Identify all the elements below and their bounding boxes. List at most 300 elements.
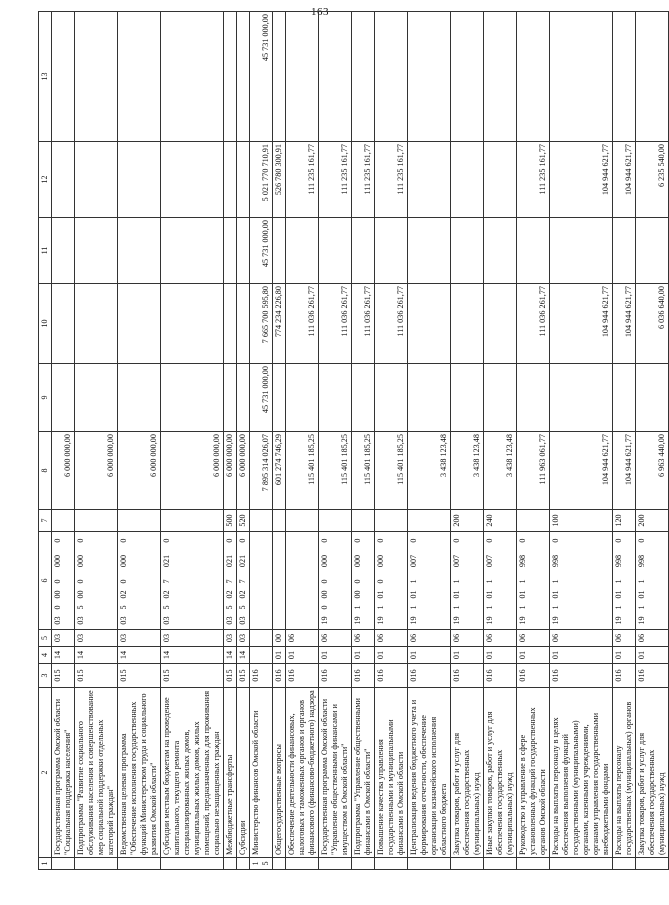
target-article-segment: 0 [319, 538, 329, 543]
amount-cell: 111 235 161,77 [285, 142, 318, 218]
subsection-code-cell: 06 [285, 630, 318, 647]
amount-cell [272, 218, 285, 284]
amount-cell: 115 401 185,25 [318, 432, 351, 510]
target-article-segment: 1 [375, 605, 385, 610]
target-article-cell [374, 532, 407, 630]
amount-cell [516, 218, 549, 284]
department-code-cell: 016 [374, 664, 407, 688]
section-code-cell: 01 [483, 647, 516, 664]
amount-cell: 111 036 261,77 [351, 284, 374, 364]
expense-type-cell: 200 [635, 510, 668, 532]
target-article-segment: 0 [75, 579, 85, 584]
header-cell: 12 [39, 142, 52, 218]
amount-cell [351, 12, 374, 142]
amount-cell: 6 036 640,00 [635, 284, 668, 364]
target-article-segment: 01 [550, 590, 560, 599]
target-article-cell [272, 532, 285, 630]
subsection-code-cell: 03 [223, 630, 236, 647]
expense-type-cell: 120 [612, 510, 635, 532]
target-article-cell [74, 532, 117, 630]
amount-cell: 6 000 000,00 [223, 432, 236, 510]
target-article-cell [160, 532, 223, 630]
target-article-segment: 0 [319, 605, 329, 610]
target-article-segment: 1 [484, 605, 494, 610]
target-article-segment: 19 [451, 616, 461, 625]
target-article-segment: 03 [237, 616, 247, 625]
item-name-cell: Подпрограмма "Управление общественными финансами в Омской области" [351, 688, 374, 858]
subsection-code-cell: 03 [117, 630, 160, 647]
expense-type-cell: 100 [549, 510, 612, 532]
target-article-segment: 19 [408, 616, 418, 625]
table-row [549, 12, 612, 870]
target-article-segment: 1 [451, 579, 461, 584]
row-number-cell [74, 858, 117, 870]
target-article-segment: 998 [613, 554, 623, 568]
amount-cell [407, 12, 450, 142]
target-article-segment: 0 [161, 538, 171, 543]
table-row [272, 12, 285, 870]
department-code-cell: 015 [160, 664, 223, 688]
target-article-segment: 007 [451, 554, 461, 568]
section-code-cell: 01 [272, 647, 285, 664]
table-row [249, 12, 272, 870]
target-article-segment: 998 [517, 554, 527, 568]
target-article-segment: 0 [237, 538, 247, 543]
target-article-segment: 007 [408, 554, 418, 568]
amount-cell: 3 438 123,48 [407, 432, 450, 510]
amount-cell: 6 235 540,00 [635, 142, 668, 218]
item-name-cell: Расходы на выплаты персоналу в целях обеспечения выполнения функций государственными (муниципальными) органами, казенными учреждениями, органами управления государственными внебюджетными фондами [549, 688, 612, 858]
amount-cell [272, 364, 285, 432]
amount-cell: 601 274 746,29 [272, 432, 285, 510]
amount-cell [612, 364, 635, 432]
table-row [635, 12, 668, 870]
section-code-cell: 01 [450, 647, 483, 664]
amount-cell: 6 000 000,00 [236, 432, 249, 510]
subsection-code-cell: 06 [374, 630, 407, 647]
target-article-cell [236, 532, 249, 630]
section-code-cell: 01 [351, 647, 374, 664]
department-code-cell: 015 [236, 664, 249, 688]
target-article-segment: 0 [224, 538, 234, 543]
row-number-cell [612, 858, 635, 870]
row-number-cell [51, 858, 74, 870]
header-cell: 3 [39, 664, 52, 688]
department-code-cell: 016 [351, 664, 374, 688]
target-article-cell [450, 532, 483, 630]
amount-cell: 6 000 000,00 [160, 432, 223, 510]
target-article-cell [117, 532, 160, 630]
row-number-cell [285, 858, 318, 870]
department-code-cell: 015 [51, 664, 74, 688]
department-code-cell: 016 [549, 664, 612, 688]
section-code-cell: 14 [74, 647, 117, 664]
row-number-cell [483, 858, 516, 870]
item-name-cell: Руководство и управление в сфере установленных функций государственных органов Омской области [516, 688, 549, 858]
amount-cell [549, 12, 612, 142]
amount-cell: 111 036 261,77 [374, 284, 407, 364]
table-row [516, 12, 549, 870]
target-article-segment: 5 [118, 605, 128, 610]
table-row [318, 12, 351, 870]
table-row [374, 12, 407, 870]
row-number-cell [223, 858, 236, 870]
row-number-cell [516, 858, 549, 870]
expense-type-cell [51, 510, 74, 532]
amount-cell: 111 235 161,77 [318, 142, 351, 218]
amount-cell [483, 218, 516, 284]
target-article-segment: 19 [636, 616, 646, 625]
subsection-code-cell: 06 [612, 630, 635, 647]
target-article-segment: 1 [613, 579, 623, 584]
amount-cell [51, 284, 74, 364]
target-article-segment: 0 [52, 605, 62, 610]
target-article-segment: 021 [224, 554, 234, 568]
table-row [450, 12, 483, 870]
table-row [483, 12, 516, 870]
amount-cell [483, 284, 516, 364]
target-article-cell [223, 532, 236, 630]
department-code-cell: 016 [516, 664, 549, 688]
item-name-cell: Закупка товаров, работ и услуг для обеспечения государственных (муниципальных) нужд [635, 688, 668, 858]
amount-cell [318, 364, 351, 432]
row-number-cell [450, 858, 483, 870]
section-code-cell: 01 [612, 647, 635, 664]
target-article-segment: 1 [550, 579, 560, 584]
amount-cell [635, 12, 668, 142]
amount-cell: 111 235 161,77 [351, 142, 374, 218]
target-article-segment: 1 [451, 605, 461, 610]
row-number-cell [160, 858, 223, 870]
target-article-segment: 000 [75, 554, 85, 568]
department-code-cell: 016 [612, 664, 635, 688]
target-article-segment: 03 [161, 616, 171, 625]
table-row [612, 12, 635, 870]
expense-type-cell [160, 510, 223, 532]
amount-cell: 3 438 123,48 [483, 432, 516, 510]
row-number-cell [117, 858, 160, 870]
amount-cell [450, 364, 483, 432]
target-article-cell [612, 532, 635, 630]
header-cell: 9 [39, 364, 52, 432]
department-code-cell: 015 [117, 664, 160, 688]
expense-type-cell [351, 510, 374, 532]
target-article-segment: 0 [319, 579, 329, 584]
target-article-segment: 1 [408, 605, 418, 610]
amount-cell [236, 12, 249, 142]
amount-cell [272, 12, 285, 142]
section-code-cell: 01 [285, 647, 318, 664]
row-number-cell [407, 858, 450, 870]
target-article-segment: 00 [319, 590, 329, 599]
target-article-segment: 01 [408, 590, 418, 599]
target-article-segment: 00 [352, 590, 362, 599]
target-article-segment: 01 [375, 590, 385, 599]
amount-cell [74, 12, 117, 142]
department-code-cell: 016 [285, 664, 318, 688]
target-article-segment: 1 [517, 579, 527, 584]
amount-cell [285, 218, 318, 284]
amount-cell [223, 284, 236, 364]
item-name-cell: Подпрограмма "Развитие социального обслуживания населения и совершенствование мер социальной поддержки отдельных категорий граждан" [74, 688, 117, 858]
amount-cell: 111 963 061,77 [516, 432, 549, 510]
target-article-cell [285, 532, 318, 630]
amount-cell [51, 12, 74, 142]
row-number-cell [549, 858, 612, 870]
item-name-cell: Обеспечение деятельности финансовых, налоговых и таможенных органов и органов финансового (финансово-бюджетного) надзора [285, 688, 318, 858]
row-number-cell [272, 858, 285, 870]
target-article-segment: 19 [517, 616, 527, 625]
amount-cell: 111 235 161,77 [374, 142, 407, 218]
department-code-cell: 016 [272, 664, 285, 688]
target-article-segment: 01 [613, 590, 623, 599]
row-number-cell [635, 858, 668, 870]
department-code-cell: 015 [223, 664, 236, 688]
amount-cell: 104 944 621,77 [612, 432, 635, 510]
amount-cell [223, 12, 236, 142]
target-article-cell [549, 532, 612, 630]
item-name-cell: Субсидии [236, 688, 249, 858]
expense-type-cell: 520 [236, 510, 249, 532]
amount-cell [351, 218, 374, 284]
expense-type-cell [374, 510, 407, 532]
header-cell: 4 [39, 647, 52, 664]
subsection-code-cell: 03 [74, 630, 117, 647]
target-article-segment: 5 [224, 605, 234, 610]
target-article-segment: 00 [75, 590, 85, 599]
amount-cell: 115 401 185,25 [374, 432, 407, 510]
target-article-cell [351, 532, 374, 630]
expense-type-cell [285, 510, 318, 532]
amount-cell: 104 944 621,77 [612, 284, 635, 364]
target-article-segment: 01 [517, 590, 527, 599]
amount-cell: 115 401 185,25 [285, 432, 318, 510]
target-article-segment: 5 [75, 605, 85, 610]
rotated-table-container [38, 14, 666, 870]
target-article-segment: 19 [352, 616, 362, 625]
target-article-segment: 000 [118, 554, 128, 568]
target-article-cell [318, 532, 351, 630]
item-name-cell: Централизация ведения бюджетного учета и формирования отчетности, обеспечение организации казначейского исполнения областного бюджета [407, 688, 450, 858]
item-name-cell: Иные закупки товаров, работ и услуг для обеспечения государственных (муниципальных) нужд [483, 688, 516, 858]
target-article-cell [483, 532, 516, 630]
section-code-cell: 01 [549, 647, 612, 664]
department-code-cell: 016 [450, 664, 483, 688]
amount-cell [223, 218, 236, 284]
amount-cell [160, 218, 223, 284]
amount-cell [450, 142, 483, 218]
target-article-segment: 02 [224, 590, 234, 599]
table-row [51, 12, 74, 870]
column-number-row [39, 12, 52, 870]
subsection-code-cell: 06 [450, 630, 483, 647]
subsection-code-cell: 06 [318, 630, 351, 647]
target-article-segment: 0 [613, 538, 623, 543]
amount-cell [318, 12, 351, 142]
amount-cell: 7 895 314 026,07 [249, 432, 272, 510]
amount-cell: 6 000 000,00 [117, 432, 160, 510]
expense-type-cell [249, 510, 272, 532]
section-code-cell: 14 [236, 647, 249, 664]
subsection-code-cell: 03 [160, 630, 223, 647]
subsection-code-cell: 06 [549, 630, 612, 647]
amount-cell [160, 284, 223, 364]
subsection-code-cell: 00 [272, 630, 285, 647]
amount-cell [285, 364, 318, 432]
amount-cell: 115 401 185,25 [351, 432, 374, 510]
amount-cell: 6 963 440,00 [635, 432, 668, 510]
amount-cell [223, 142, 236, 218]
header-cell: 2 [39, 688, 52, 858]
expense-type-cell [272, 510, 285, 532]
target-article-segment: 19 [550, 616, 560, 625]
section-code-cell: 01 [374, 647, 407, 664]
header-cell: 13 [39, 12, 52, 142]
section-code-cell: 01 [318, 647, 351, 664]
amount-cell [236, 142, 249, 218]
expense-type-cell: 500 [223, 510, 236, 532]
target-article-segment: 998 [550, 554, 560, 568]
section-code-cell: 01 [635, 647, 668, 664]
subsection-code-cell: 06 [635, 630, 668, 647]
amount-cell: 111 036 261,77 [318, 284, 351, 364]
target-article-segment: 1 [517, 605, 527, 610]
amount-cell [236, 364, 249, 432]
table-row [236, 12, 249, 870]
amount-cell [407, 364, 450, 432]
target-article-segment: 0 [52, 579, 62, 584]
amount-cell: 111 036 261,77 [516, 284, 549, 364]
subsection-code-cell: 06 [351, 630, 374, 647]
target-article-segment: 7 [161, 579, 171, 584]
target-article-segment: 00 [52, 590, 62, 599]
target-article-segment: 01 [484, 590, 494, 599]
target-article-cell [516, 532, 549, 630]
amount-cell [407, 142, 450, 218]
amount-cell: 45 731 000,00 [249, 218, 272, 284]
target-article-segment: 01 [451, 590, 461, 599]
item-name-cell: Государственная программа Омской области "Социальная поддержка населения" [51, 688, 74, 858]
target-article-segment: 0 [352, 538, 362, 543]
subsection-code-cell: 03 [51, 630, 74, 647]
amount-cell: 5 021 770 710,91 [249, 142, 272, 218]
target-article-cell [407, 532, 450, 630]
table-row [74, 12, 117, 870]
amount-cell [318, 218, 351, 284]
header-cell: 10 [39, 284, 52, 364]
target-article-segment: 19 [375, 616, 385, 625]
budget-table [38, 11, 669, 870]
amount-cell [236, 284, 249, 364]
amount-cell [74, 364, 117, 432]
expense-type-cell [318, 510, 351, 532]
amount-cell: 3 438 123,48 [450, 432, 483, 510]
target-article-segment: 000 [375, 554, 385, 568]
amount-cell: 104 944 621,77 [549, 284, 612, 364]
amount-cell [351, 364, 374, 432]
target-article-segment: 0 [517, 538, 527, 543]
target-article-segment: 000 [352, 554, 362, 568]
target-article-segment: 000 [52, 554, 62, 568]
table-row [285, 12, 318, 870]
amount-cell: 6 000 000,00 [74, 432, 117, 510]
amount-cell [483, 12, 516, 142]
item-name-cell: Общегосударственные вопросы [272, 688, 285, 858]
page-number: 163 [311, 6, 329, 18]
target-article-segment: 0 [375, 538, 385, 543]
amount-cell [549, 364, 612, 432]
row-number-cell: 15 [249, 858, 272, 870]
subsection-code-cell [249, 630, 272, 647]
target-article-segment: 03 [118, 616, 128, 625]
item-name-cell: Закупка товаров, работ и услуг для обеспечения государственных (муниципальных) нужд [450, 688, 483, 858]
amount-cell [117, 12, 160, 142]
table-row [117, 12, 160, 870]
amount-cell: 526 780 300,91 [272, 142, 285, 218]
subsection-code-cell: 06 [516, 630, 549, 647]
amount-cell [51, 142, 74, 218]
target-article-segment: 7 [237, 579, 247, 584]
target-article-segment: 000 [319, 554, 329, 568]
target-article-segment: 0 [52, 538, 62, 543]
amount-cell: 774 234 226,80 [272, 284, 285, 364]
amount-cell: 45 731 000,00 [249, 364, 272, 432]
target-article-segment: 5 [237, 605, 247, 610]
expense-type-cell [407, 510, 450, 532]
target-article-segment: 01 [636, 590, 646, 599]
section-code-cell: 01 [516, 647, 549, 664]
amount-cell [612, 218, 635, 284]
amount-cell [374, 364, 407, 432]
amount-cell [117, 364, 160, 432]
target-article-segment: 0 [484, 538, 494, 543]
expense-type-cell: 200 [450, 510, 483, 532]
target-article-segment: 0 [636, 538, 646, 543]
amount-cell: 111 235 161,77 [516, 142, 549, 218]
amount-cell [612, 12, 635, 142]
section-code-cell: 01 [407, 647, 450, 664]
amount-cell [549, 218, 612, 284]
amount-cell: 7 665 700 595,80 [249, 284, 272, 364]
target-article-segment: 1 [550, 605, 560, 610]
item-name-cell: Министерство финансов Омской области [249, 688, 272, 858]
row-number-cell [318, 858, 351, 870]
target-article-segment: 0 [408, 538, 418, 543]
amount-cell [450, 12, 483, 142]
target-article-segment: 5 [161, 605, 171, 610]
target-article-cell [51, 532, 74, 630]
target-article-segment: 1 [636, 579, 646, 584]
target-article-segment: 19 [319, 616, 329, 625]
subsection-code-cell: 06 [407, 630, 450, 647]
target-article-segment: 021 [237, 554, 247, 568]
table-row [223, 12, 236, 870]
department-code-cell: 016 [407, 664, 450, 688]
target-article-segment: 0 [75, 538, 85, 543]
amount-cell [236, 218, 249, 284]
target-article-segment: 19 [484, 616, 494, 625]
target-article-segment: 021 [161, 554, 171, 568]
target-article-segment: 0 [118, 579, 128, 584]
target-article-segment: 19 [613, 616, 623, 625]
item-name-cell: Межбюджетные трансферты [223, 688, 236, 858]
target-article-cell [635, 532, 668, 630]
header-cell: 1 [39, 858, 52, 870]
target-article-segment: 1 [352, 605, 362, 610]
amount-cell [51, 218, 74, 284]
target-article-segment: 0 [118, 538, 128, 543]
amount-cell [516, 12, 549, 142]
